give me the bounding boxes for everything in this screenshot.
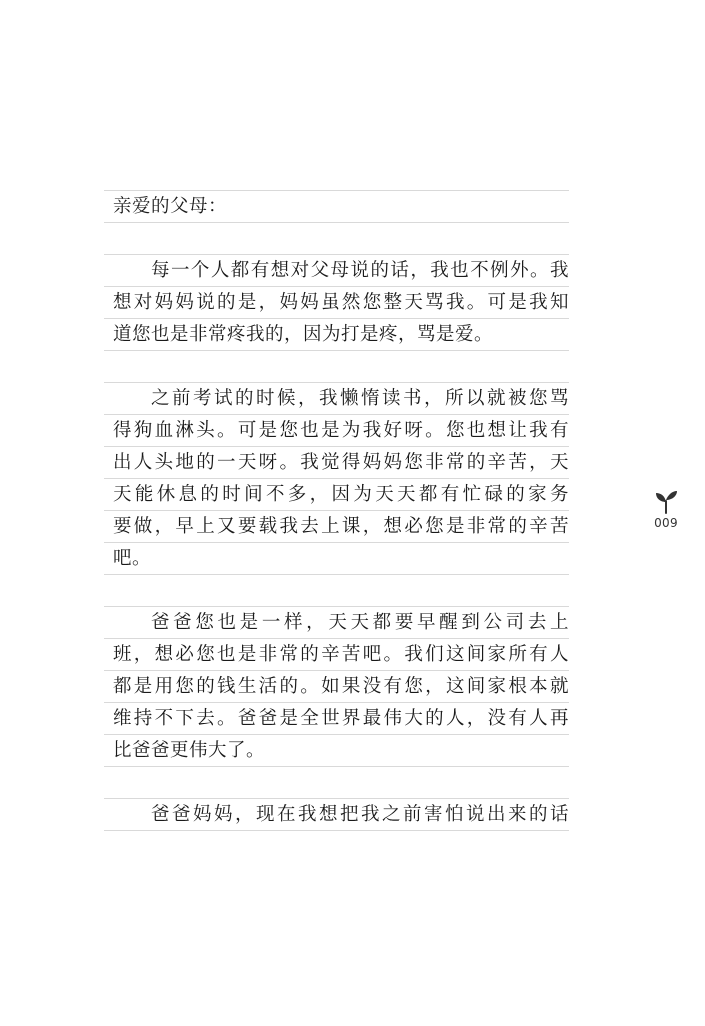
ruled-lines xyxy=(104,190,569,831)
ruled-line xyxy=(104,798,569,830)
paragraph-4-line-1: 爸爸妈妈，现在我想把我之前害怕说出来的话 xyxy=(151,804,569,825)
paragraph-3-line-2: 班，想必您也是非常的辛苦吧。我们这间家所有人 xyxy=(113,644,569,665)
ruled-line xyxy=(104,382,569,414)
ruled-line xyxy=(104,286,569,318)
ruled-line xyxy=(104,190,569,222)
ruled-line xyxy=(104,254,569,286)
ruled-line xyxy=(104,318,569,350)
paragraph-2-line-1: 之前考试的时候，我懒惰读书，所以就被您骂 xyxy=(151,388,569,409)
paragraph-2-line-6: 吧。 xyxy=(113,548,152,569)
salutation: 亲爱的父母： xyxy=(113,196,228,217)
ruled-line xyxy=(104,446,569,478)
ruled-line xyxy=(104,638,569,670)
ruled-line xyxy=(104,702,569,734)
ruled-line-end xyxy=(104,830,569,831)
blank-line xyxy=(104,222,569,254)
ruled-line xyxy=(104,670,569,702)
blank-line xyxy=(104,574,569,606)
ruled-line xyxy=(104,414,569,446)
paragraph-3-line-1: 爸爸您也是一样，天天都要早醒到公司去上 xyxy=(151,612,569,633)
ruled-line xyxy=(104,606,569,638)
ruled-line xyxy=(104,542,569,574)
paragraph-3-line-5: 比爸爸更伟大了。 xyxy=(113,740,266,761)
paragraph-1-line-2: 想对妈妈说的是，妈妈虽然您整天骂我。可是我知 xyxy=(113,292,569,313)
paragraph-3-line-4: 维持不下去。爸爸是全世界最伟大的人，没有人再 xyxy=(113,708,569,729)
blank-line xyxy=(104,766,569,798)
paragraph-1-line-1: 每一个人都有想对父母说的话，我也不例外。我 xyxy=(151,260,569,281)
sprout-icon xyxy=(653,488,679,514)
ruled-line xyxy=(104,734,569,766)
paragraph-3-line-3: 都是用您的钱生活的。如果没有您，这间家根本就 xyxy=(113,676,569,697)
blank-line xyxy=(104,350,569,382)
page-marker xyxy=(651,488,681,530)
paragraph-2-line-2: 得狗血淋头。可是您也是为我好呀。您也想让我有 xyxy=(113,420,569,441)
paragraph-2-line-3: 出人头地的一天呀。我觉得妈妈您非常的辛苦，天 xyxy=(113,452,569,473)
page-number: 009 xyxy=(654,516,678,530)
paragraph-2-line-4: 天能休息的时间不多，因为天天都有忙碌的家务 xyxy=(113,484,569,505)
paragraph-2-line-5: 要做，早上又要载我去上课，想必您是非常的辛苦 xyxy=(113,516,569,537)
paragraph-1-line-3: 道您也是非常疼我的，因为打是疼，骂是爱。 xyxy=(113,324,494,345)
ruled-line xyxy=(104,478,569,510)
ruled-line xyxy=(104,510,569,542)
